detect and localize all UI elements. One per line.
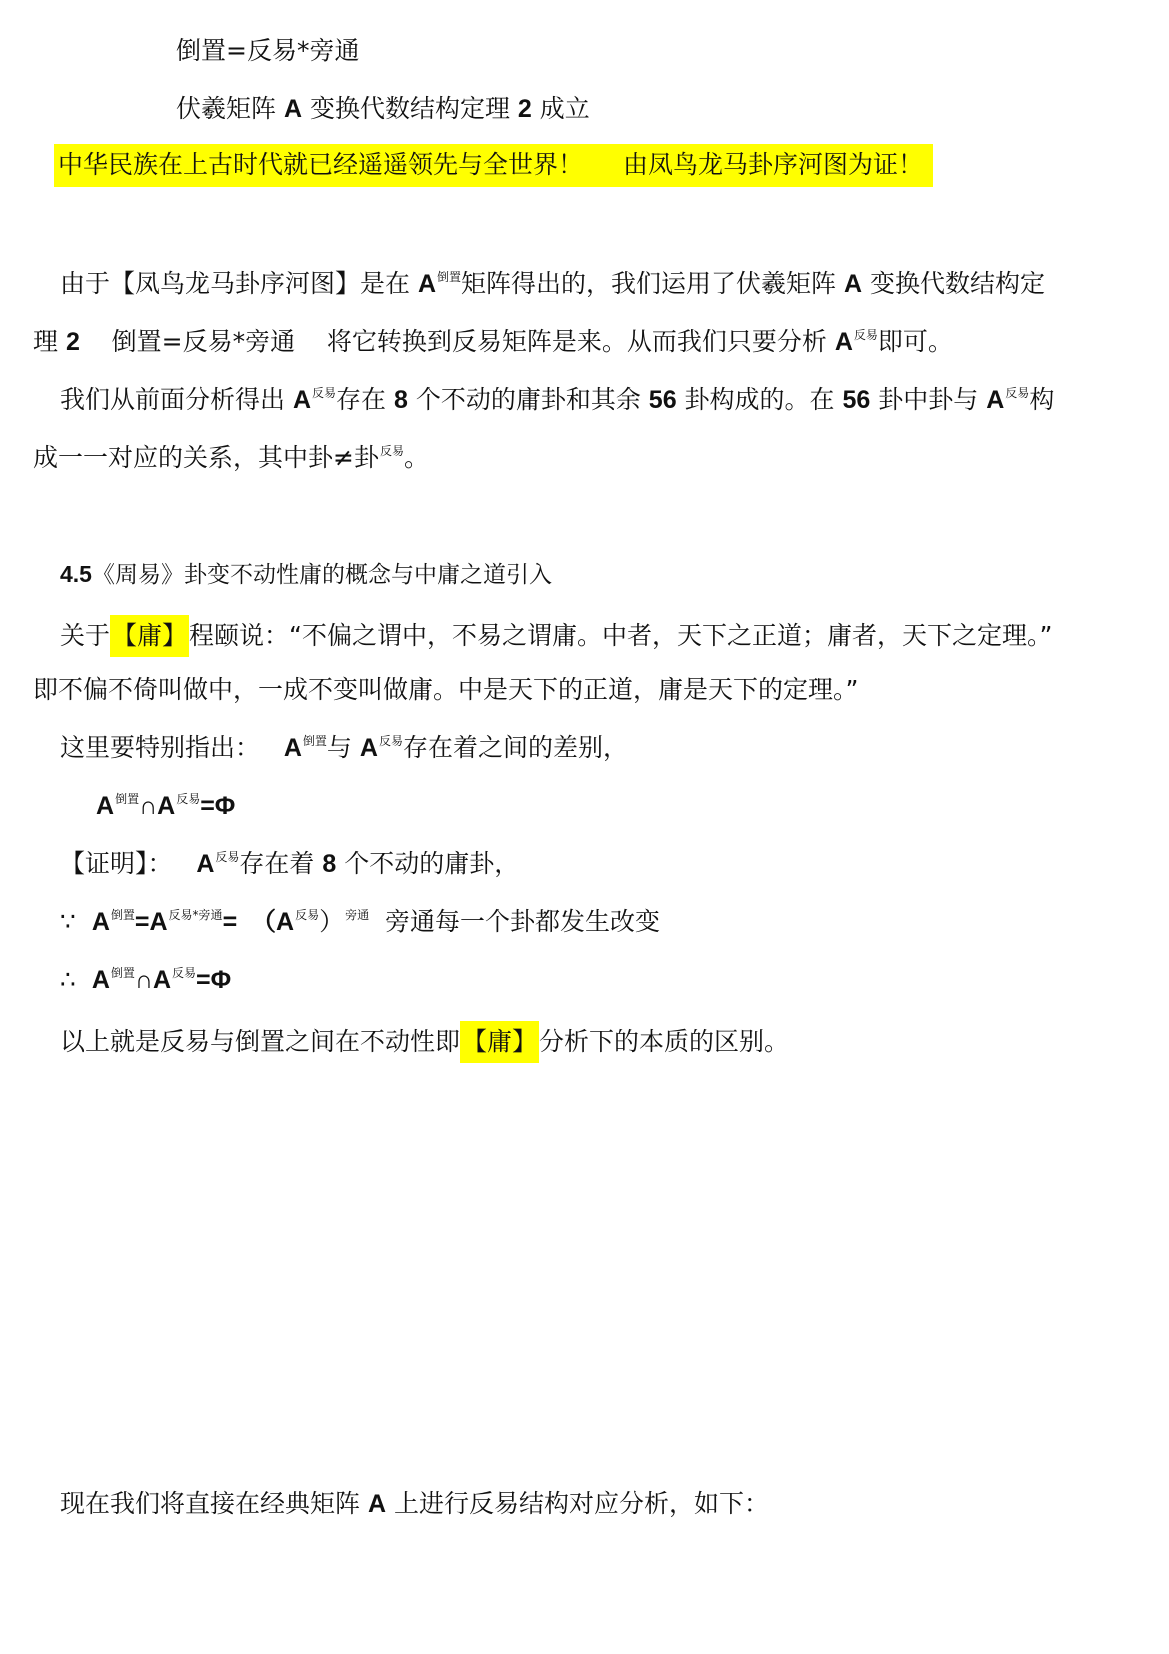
text: 由于【凤鸟龙马卦序河图】是在 <box>60 269 418 298</box>
text: 即可。 <box>877 327 953 356</box>
banner-text-1: 中华民族在上古时代就已经遥遥领先与全世界！ <box>58 150 584 179</box>
proof-label: 【证明】： <box>60 849 197 878</box>
number: 2 <box>517 95 532 123</box>
final-line <box>60 1487 769 1521</box>
text: ） <box>319 907 345 936</box>
superscript: 倒置 <box>437 270 462 284</box>
text: 个不动的庸卦和其余 <box>407 385 649 414</box>
text: 倒置=反易*旁通 将它转换到反易矩阵是来。从而我们只要分析 <box>79 327 835 356</box>
section-number: 4.5 <box>60 561 92 587</box>
text: 上进行反易结构对应分析，如下： <box>386 1489 769 1518</box>
math-symbol: =Φ <box>196 966 232 994</box>
number: 2 <box>65 328 80 356</box>
quote-line-2 <box>33 673 858 707</box>
text: 卦构成的。在 <box>676 385 843 414</box>
banner-highlight <box>54 144 933 187</box>
text: 与 <box>326 733 360 762</box>
superscript: 反易 <box>1005 386 1030 400</box>
math-symbol: A <box>196 850 215 878</box>
superscript: 倒置 <box>302 734 327 748</box>
math-symbol: A <box>359 734 378 762</box>
difference-line <box>60 731 628 765</box>
text: 我们从前面分析得出 <box>60 385 293 414</box>
superscript: 倒置 <box>110 908 135 922</box>
text: 分析下的本质的区别。 <box>539 1027 790 1056</box>
text: 卦中卦与 <box>870 385 987 414</box>
math-symbol: A <box>292 386 312 414</box>
text: 存在着之间的差别， <box>402 733 628 762</box>
because-symbol: ∵ <box>60 907 92 936</box>
text: 变换代数结构定 <box>862 269 1045 298</box>
superscript: 倒置 <box>115 792 140 806</box>
number: 56 <box>648 386 677 414</box>
section-title: 《周易》卦变不动性庸的概念与中庸之道引入 <box>91 562 552 588</box>
text: 理 <box>33 327 66 356</box>
superscript: 反易 <box>172 966 197 980</box>
highlighted-banner <box>54 148 933 182</box>
proof-line-2 <box>60 905 660 939</box>
superscript: 反易 <box>378 734 403 748</box>
math-symbol: A <box>417 270 437 298</box>
math-symbol: A <box>283 734 302 762</box>
superscript: 倒置 <box>110 966 135 980</box>
math-symbol: A <box>986 386 1005 414</box>
formula-intersection <box>96 789 235 823</box>
conclusion-line <box>60 1021 789 1063</box>
math-symbol: ∩A <box>134 966 171 994</box>
text: 倒置=反易*旁通 <box>176 36 360 65</box>
math-symbol: A <box>91 908 110 936</box>
highlighted-term: 【庸】 <box>110 615 189 657</box>
text: 即不偏不倚叫做中，一成不变叫做庸。中是天下的正道，庸是天下的定理。” <box>33 675 859 704</box>
proof-line-1 <box>60 847 519 881</box>
math-symbol: ∩A <box>139 792 176 820</box>
line-theorem-statement <box>176 92 590 126</box>
banner-text-2: 由凤鸟龙马卦序河图为证！ <box>623 150 924 179</box>
highlighted-term: 【庸】 <box>460 1021 539 1063</box>
text: 成立 <box>531 94 590 123</box>
text: 矩阵得出的，我们运用了伏羲矩阵 <box>461 269 844 298</box>
text: 。 <box>403 443 429 472</box>
text: 个不动的庸卦， <box>336 849 520 878</box>
section-heading <box>60 557 552 592</box>
math-symbol: A <box>834 328 853 356</box>
superscript: 旁通 <box>345 908 370 922</box>
superscript: 反易 <box>379 444 404 458</box>
therefore-symbol: ∴ <box>60 965 92 994</box>
math-symbol: =Φ <box>200 792 236 820</box>
text: 构 <box>1029 385 1055 414</box>
paragraph-line-1 <box>60 267 1045 301</box>
text: 现在我们将直接在经典矩阵 <box>60 1489 368 1518</box>
text: 存在着 <box>239 849 323 878</box>
paragraph-line-2 <box>33 325 953 359</box>
text: 旁通每一个卦都发生改变 <box>369 907 661 936</box>
paragraph-line-3 <box>60 383 1054 417</box>
text: 存在 <box>336 385 394 414</box>
text: 程颐说：“不偏之谓中，不易之谓庸。中者，天下之正道；庸者，天下之定理。” <box>189 621 1053 650</box>
number: 56 <box>842 386 871 414</box>
math-symbol: A <box>96 792 115 820</box>
paragraph-line-4 <box>33 441 429 475</box>
superscript: 反易 <box>853 328 878 342</box>
line-formula-heading <box>176 34 359 68</box>
number: 8 <box>393 386 408 414</box>
text: 关于 <box>60 621 111 650</box>
math-symbol: A <box>367 1490 387 1518</box>
number: 8 <box>322 850 337 878</box>
quote-line-1 <box>60 615 1052 657</box>
text: 这里要特别指出： <box>60 733 284 762</box>
math-symbol: A <box>843 270 863 298</box>
superscript: 反易 <box>295 908 320 922</box>
text: 伏羲矩阵 <box>176 94 284 123</box>
proof-line-3 <box>60 963 231 997</box>
math-symbol: = （A <box>222 908 295 936</box>
text: 成一一对应的关系，其中卦≠卦 <box>33 443 379 472</box>
superscript: 反易 <box>176 792 201 806</box>
text: 变换代数结构定理 <box>302 94 518 123</box>
superscript: 反易 <box>215 850 240 864</box>
math-symbol: =A <box>134 908 168 936</box>
superscript: 反易*旁通 <box>168 908 223 922</box>
math-symbol: A <box>283 95 303 123</box>
superscript: 反易 <box>312 386 337 400</box>
math-symbol: A <box>91 966 110 994</box>
text: 以上就是反易与倒置之间在不动性即 <box>60 1027 461 1056</box>
